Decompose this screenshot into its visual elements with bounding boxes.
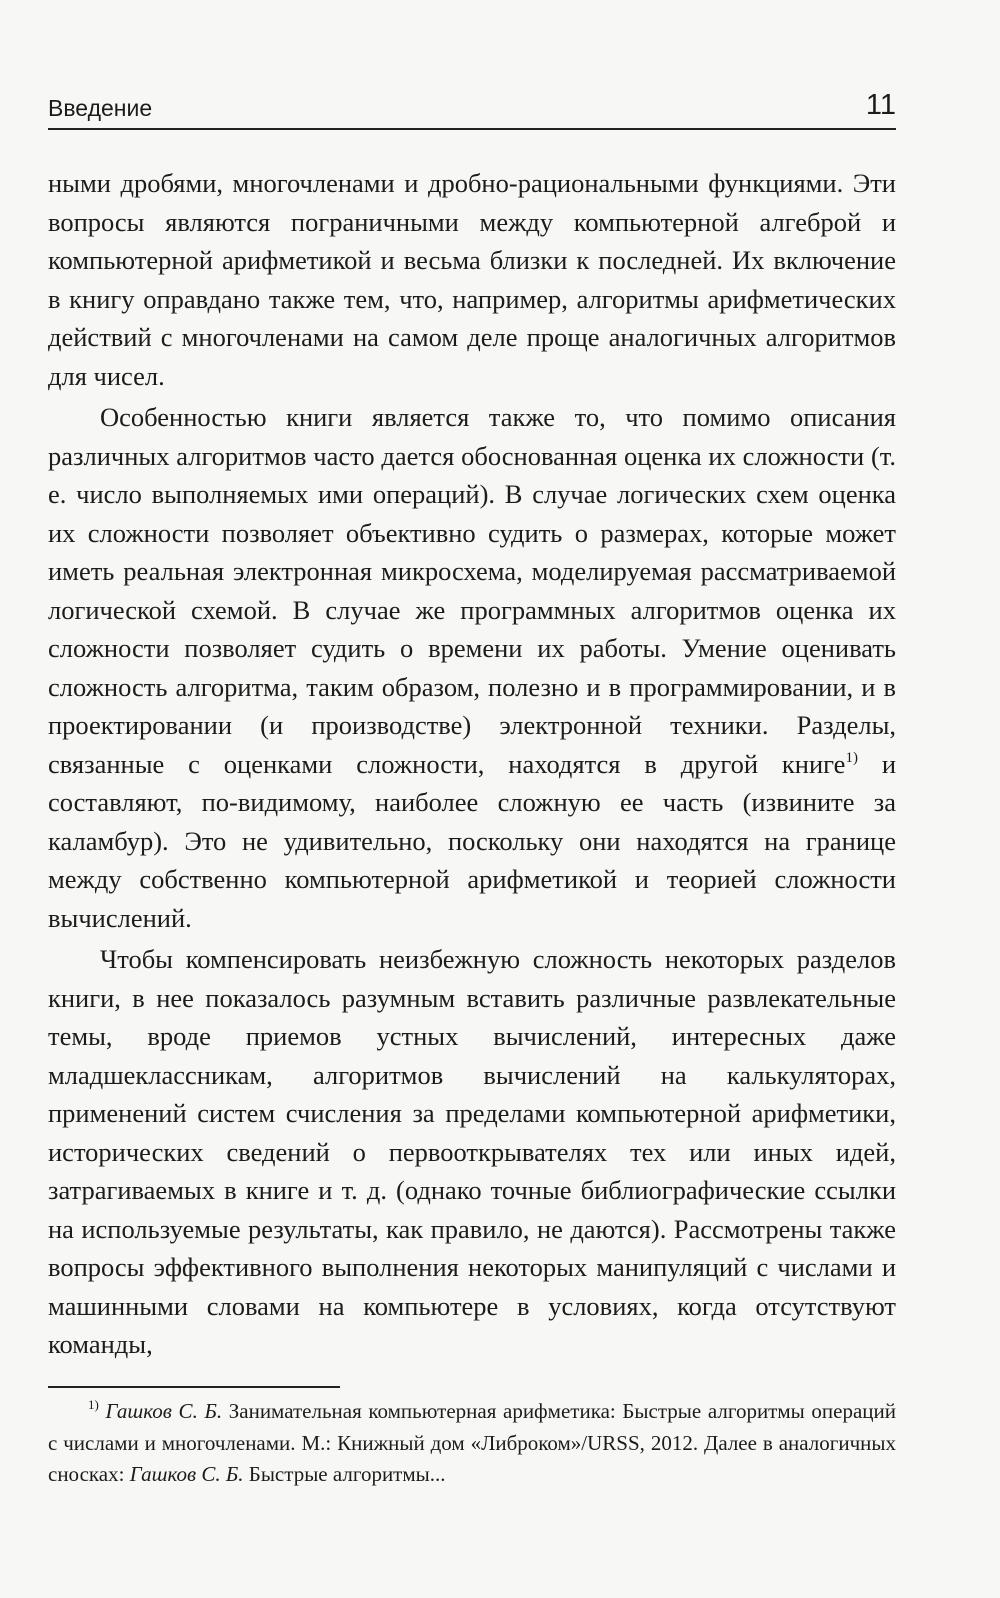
footnote-divider [48,1386,340,1388]
paragraph-1: ными дробями, многочленами и дробно-рациональными функциями. Эти вопросы являются пограничными между компьютерной алгеброй и компьютерной арифметикой и весьма близки к последней. Их включение в книгу оправдано также тем, что, например, алгоритмы арифметических действий с многочленами на самом деле проще аналогичных алгоритмов для чисел. [48,168,896,391]
page-header [48,86,896,130]
paragraph-3: Чтобы компенсировать неизбежную сложность некоторых разделов книги, в нее показалось разумным вставить различные развлекательные темы, вроде приемов устных вычислений, интересных даже младшеклассникам, алгоритмов вычислений на калькуляторах, применений систем счисления за пределами компьютерной арифметики, исторических сведений о первооткрывателях тех или иных идей, затрагиваемых в книге и т. д. (однако точные библиографические ссылки на используемые результаты, как правило, не даются). Рассмотрены также вопросы эффективного выполнения некоторых манипуляций с числами и машинными словами на компьютере в условиях, когда отсутствуют команды, [48,944,896,1359]
footnote-text-2: Быстрые алгоритмы... [243,1462,446,1486]
footnote-mark: 1) [88,1397,99,1412]
footnote [48,1396,896,1491]
paragraph-2 [48,398,896,937]
footnote-author-2: Гашков С. Б. [129,1462,244,1486]
footnote-author: Гашков С. Б. [105,1399,223,1423]
running-head: Введение [48,95,153,121]
footnote-text: Занимательная компьютерная арифметика: Быстрые алгоритмы операций с числами и многочленами. М.: Книжный дом «Либроком»/URSS, 2012. Далее в аналогичных сносках: [48,1399,896,1486]
main-text [48,164,896,1367]
paragraph-2-text-b: и составляют, по-видимому, наиболее сложную ее часть (извините за каламбур). Это не удивительно, поскольку они находятся на границе между собственно компьютерной арифметикой и теорией сложности вычислений. [48,748,897,933]
page-number: 11 [865,89,896,121]
paragraph-2-text-a: Особенностью книги является также то, что помимо описания различных алгоритмов часто дается обоснованная оценка их сложности (т. е. число выполняемых ими операций). В случае логических схем оценка их сложности позволяет объективно судить о размерах, которые может иметь реальная электронная микросхема, моделируемая рассматриваемой логической схемой. В случае же программных алгоритмов оценка их сложности позволяет судить о времени их работы. Умение оценивать сложность алгоритма, таким образом, полезно и в программировании, и в проектировании (и производстве) электронной техники. Разделы, связанные с оценками сложности, находятся в другой книге [48,402,896,779]
footnote-reference: 1) [845,749,858,766]
